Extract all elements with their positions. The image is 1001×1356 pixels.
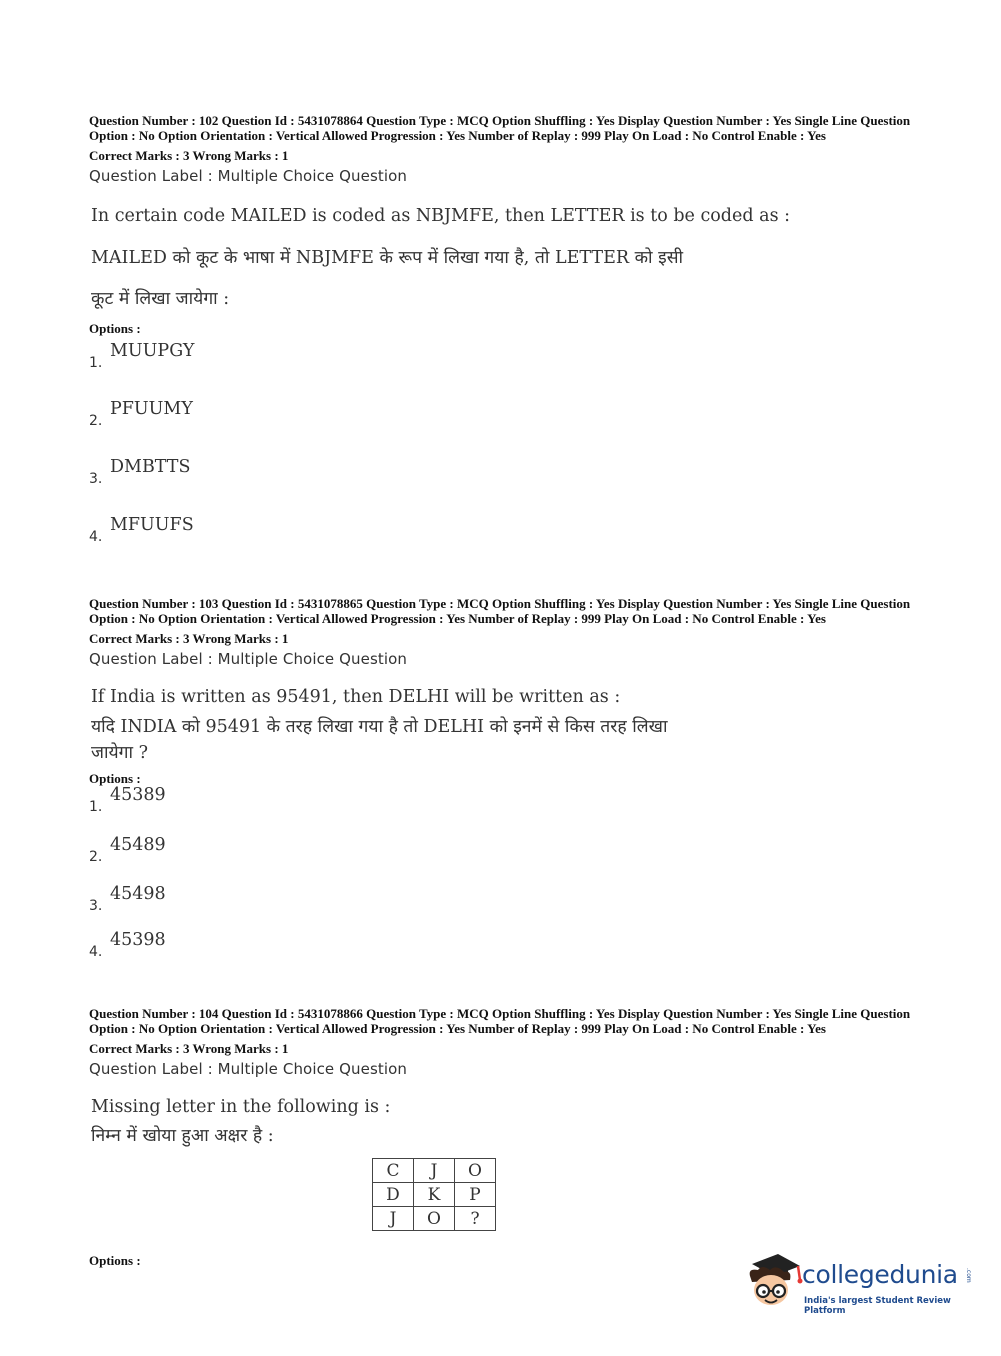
question-102	[89, 114, 919, 185]
option-value: MUUPGY	[110, 341, 195, 361]
option-number: 1.	[89, 355, 103, 371]
option-value: DMBTTS	[110, 457, 191, 477]
option-number: 2.	[89, 413, 103, 429]
logo-tagline: India's largest Student Review Platform	[804, 1296, 951, 1316]
question-meta: Question Number : 104 Question Id : 5431078866 Question Type : MCQ Option Shuffling : Yes Display Question Number : Yes Single Line Question Option : No Option Orientation : Vertical Allowed Progression : Yes Number of Replay : 999 Play On Load : No Control Enable : Yes	[89, 1006, 911, 1036]
grid-cell: O	[455, 1159, 496, 1183]
option-value: 45489	[110, 835, 166, 855]
option-4[interactable]	[89, 515, 389, 545]
option-number: 2.	[89, 849, 103, 865]
option-number: 3.	[89, 471, 103, 487]
option-number: 3.	[89, 898, 103, 914]
grid-cell: J	[373, 1207, 414, 1231]
option-1[interactable]	[89, 341, 389, 371]
logo-wordmark: collegedunia	[802, 1260, 958, 1289]
option-3[interactable]	[89, 884, 389, 914]
question-text-en: Missing letter in the following is :	[91, 1097, 391, 1117]
grid-cell: D	[373, 1183, 414, 1207]
option-number: 4.	[89, 529, 103, 545]
question-text-hi: निम्न में खोया हुआ अक्षर है :	[91, 1126, 274, 1146]
option-value: MFUUFS	[110, 515, 194, 535]
options-list	[89, 785, 919, 960]
question-text-en: If India is written as 95491, then DELHI will be written as :	[91, 687, 621, 707]
option-number: 1.	[89, 799, 103, 815]
options-label: Options :	[89, 321, 141, 336]
question-meta: Question Number : 102 Question Id : 5431078864 Question Type : MCQ Option Shuffling : Yes Display Question Number : Yes Single Line Question Option : No Option Orientation : Vertical Allowed Progression : Yes Number of Replay : 999 Play On Load : No Control Enable : Yes	[89, 113, 911, 143]
question-text-hi-cont: जायेगा ?	[91, 743, 148, 763]
options-label: Options :	[89, 771, 141, 786]
grid-cell: P	[455, 1183, 496, 1207]
question-104	[89, 1007, 919, 1078]
option-value: 45389	[110, 785, 166, 805]
letter-grid	[372, 1158, 496, 1231]
option-value: 45498	[110, 884, 166, 904]
mascot-icon	[742, 1250, 804, 1312]
grid-cell: O	[414, 1207, 455, 1231]
grid-row	[373, 1183, 496, 1207]
grid-cell: K	[414, 1183, 455, 1207]
question-text-hi: यदि INDIA को 95491 के तरह लिखा गया है तो DELHI को इनमें से किस तरह लिखा	[91, 717, 668, 737]
question-marks: Correct Marks : 3 Wrong Marks : 1	[89, 631, 289, 647]
question-label: Question Label : Multiple Choice Question	[89, 167, 408, 186]
option-number: 4.	[89, 944, 103, 960]
logo-suffix: .com	[965, 1268, 972, 1283]
grid-cell: J	[414, 1159, 455, 1183]
grid-cell: ?	[455, 1207, 496, 1231]
options-list	[89, 341, 919, 561]
question-label: Question Label : Multiple Choice Question	[89, 650, 408, 669]
question-meta: Question Number : 103 Question Id : 5431078865 Question Type : MCQ Option Shuffling : Yes Display Question Number : Yes Single Line Question Option : No Option Orientation : Vertical Allowed Progression : Yes Number of Replay : 999 Play On Load : No Control Enable : Yes	[89, 596, 911, 626]
question-text-en: In certain code MAILED is coded as NBJMFE, then LETTER is to be coded as :	[91, 206, 791, 226]
grid-cell: C	[373, 1159, 414, 1183]
option-value: 45398	[110, 930, 166, 950]
option-2[interactable]	[89, 399, 389, 429]
options-label: Options :	[89, 1253, 141, 1268]
option-4[interactable]	[89, 930, 389, 960]
option-1[interactable]	[89, 785, 389, 815]
option-2[interactable]	[89, 835, 389, 865]
option-3[interactable]	[89, 457, 389, 487]
question-label: Question Label : Multiple Choice Question	[89, 1060, 408, 1079]
option-value: PFUUMY	[110, 399, 193, 419]
question-marks: Correct Marks : 3 Wrong Marks : 1	[89, 148, 289, 164]
question-103	[89, 597, 919, 668]
question-marks: Correct Marks : 3 Wrong Marks : 1	[89, 1041, 289, 1057]
question-text-hi-cont: कूट में लिखा जायेगा :	[91, 289, 230, 309]
question-text-hi: MAILED को कूट के भाषा में NBJMFE के रूप में लिखा गया है, तो LETTER को इसी	[91, 248, 684, 268]
collegedunia-logo[interactable]	[742, 1250, 972, 1314]
grid-row	[373, 1159, 496, 1183]
grid-row	[373, 1207, 496, 1231]
